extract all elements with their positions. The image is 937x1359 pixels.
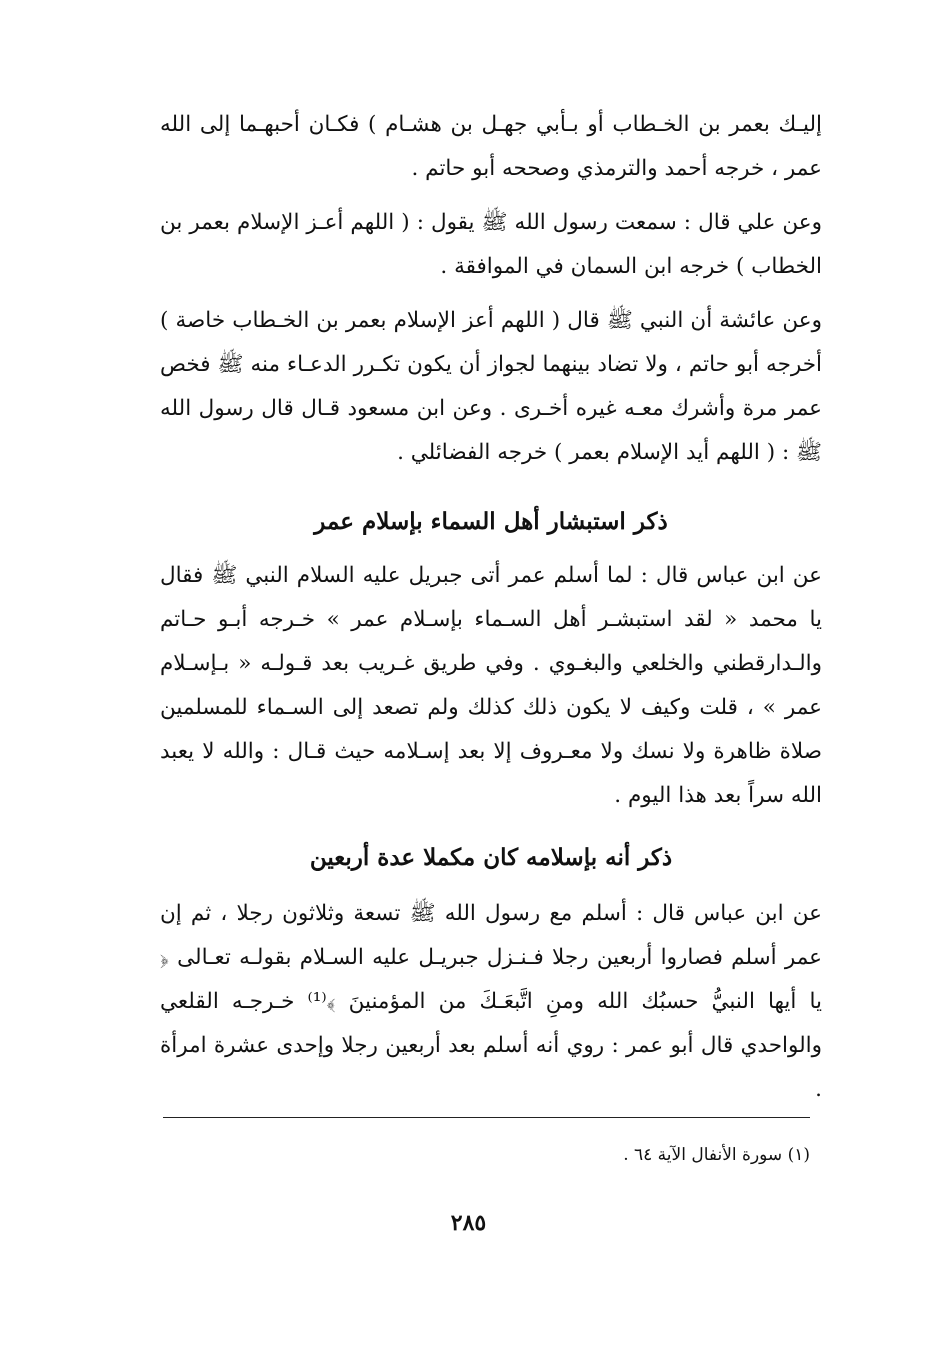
footnote-divider bbox=[163, 1117, 810, 1118]
section-2-body bbox=[160, 892, 822, 1112]
section-1-paragraph: عن ابن عباس قال : لما أسلم عمر أتى جبريل عليه السلام النبي ﷺ فقال يا محمد « لقد استبشـر أهل السـماء بإسـلام عمر » خـرجه أبـو حـاتم والـدارقطني والخلعي والبغـوي . وفي طريق غـريب بعد قـولـه « بـإسـلام عمر » ، قلت وكيف لا يكون ذلك كذلك ولم تصعد إلى السـماء للمسلمين صلاة ظاهرة ولا نسك ولا معـروف إلا بعد إسـلامه حيث قـال : والله لا يعبد الله سراً بعد هذا اليوم . bbox=[160, 563, 822, 808]
section-heading-1: ذكر استبشار أهل السماء بإسلام عمر bbox=[314, 508, 668, 535]
paragraph-2: وعن علي قال : سمعت رسول الله ﷺ يقول : ( اللهم أعـز الإسلام بعمر بن الخطاب ) خرجه ابن السمان في الموافقة . bbox=[160, 210, 822, 279]
paragraph-1: إليـك بعمر بن الخـطاب أو بـأبي جهـل بن هشـام ) فكـان أحبهـما إلى الله عمر ، خرجه أحمد والترمذي وصححه أبو حاتم . bbox=[160, 112, 822, 181]
page-number: ٢٨٥ bbox=[450, 1210, 487, 1236]
paragraph-3: وعن عائشة أن النبي ﷺ قال ( اللهم أعز الإسلام بعمر بن الخـطاب خاصة ) أخرجه أبو حاتم ، ولا تضاد بينهما لجواز أن يكون تكـرر الدعـاء منه ﷺ فخص عمر مرة وأشرك معـه غيره أخـرى . وعن ابن مسعود قـال قال رسول الله ﷺ : ( اللهم أيد الإسلام بعمر ) خرجه الفضائلي . bbox=[160, 308, 822, 465]
section-2-paragraph: عن ابن عباس قال : أسلم مع رسول الله ﷺ تسعة وثلاثون رجلا ، ثم إن عمر أسلم فصاروا أربعين رجلا فـنـزل جبريـل عليه السـلام بقولـه تعـالى ﴿ يا أيها النبيُّ حسبُك الله ومنِ اتَّبعَـكَ من المؤمنينَ ﴾⁽¹⁾ خـرجـه القلعي والواحدي قال أبو عمر : روي أنه أسلم بعد أربعين رجلا وإحدى عشرة امرأة . bbox=[160, 901, 822, 1102]
footnote: (١) سورة الأنفال الآية ٦٤ . bbox=[623, 1145, 810, 1165]
section-1-body bbox=[160, 554, 822, 818]
opening-paragraphs bbox=[160, 103, 822, 475]
section-heading-2: ذكر أنه بإسلامه كان مكملا عدة أربعين bbox=[309, 844, 673, 871]
